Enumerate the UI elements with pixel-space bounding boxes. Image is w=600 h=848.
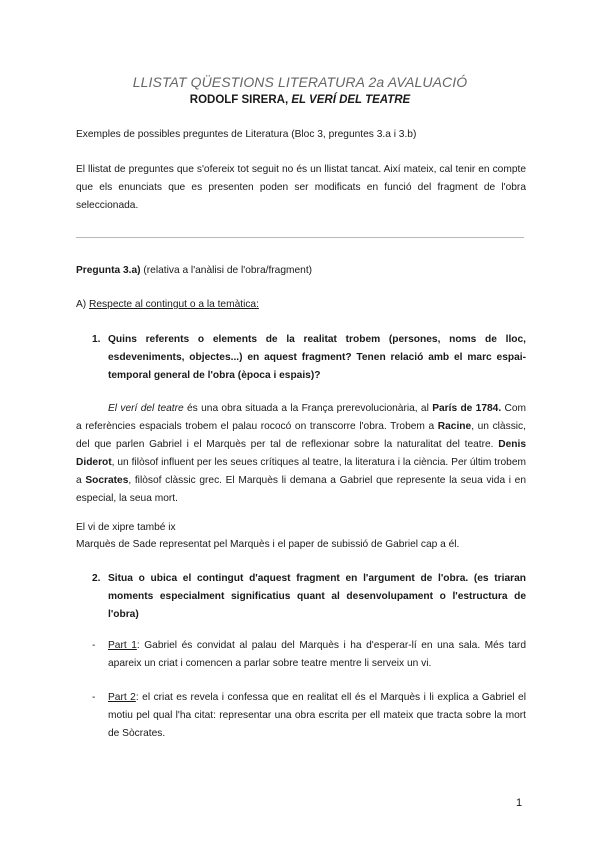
part-2-body: : el criat es revela i confessa que en realitat ell és el Marquès i li explica a Gabriel el motiu pel qual l'ha citat: representar una obra escrita per ell mateix que tracta sobre la mort de Sòcrates. xyxy=(108,692,526,739)
part-2-text xyxy=(108,689,526,743)
section-heading-rest: (relativa a l'anàlisi de l'obra/fragment) xyxy=(140,265,313,276)
part-2-label: Part 2 xyxy=(108,692,136,703)
intro-line: Exemples de possibles preguntes de Literatura (Bloc 3, preguntes 3.a i 3.b) xyxy=(76,129,417,140)
answer-text: , un clàssic, del que parlen Gabriel i el Marquès per tal de reflexionar sobre la naturalitat del teatre. xyxy=(76,421,526,450)
work-title: EL VERÍ DEL TEATRE xyxy=(291,94,411,106)
part-1-body: : Gabriel és convidat al palau del Marquès i ha d'esperar-lí en una sala. Més tard apareix un criat i comencen a parlar sobre teatre mentre li serveix un vi. xyxy=(108,640,526,669)
part-1-dash: - xyxy=(92,640,96,651)
question-2-text: Situa o ubica el contingut d'aquest fragment en l'argument de l'obra. (es triaran moments especialment significatius quant al desenvolupament o l'estructura de l'obra) xyxy=(108,573,526,620)
answer-text: , filòsof clàssic grec. El Marquès li demana a Gabriel que represente la seua vida i en especial, la seua mort. xyxy=(76,475,527,504)
answer-racine: Racine xyxy=(437,421,472,432)
answer-diderot: Denis Diderot xyxy=(76,439,526,468)
part-1-text xyxy=(108,637,526,673)
answer-text: és una obra situada a la França prerevolucionària, al xyxy=(183,403,433,414)
note-line-1: El vi de xipre també ix xyxy=(76,522,176,533)
part-1-label: Part 1 xyxy=(108,640,137,651)
intro-paragraph: El llistat de preguntes que s'ofereix tot seguit no és un llistat tancat. Així mateix, cal tenir en compte que els enunciats que es presenten poden ser modificats en funció del fragment de l'obra seleccionada. xyxy=(76,164,526,211)
question-1-number: 1. xyxy=(92,334,101,345)
subsection-label: Respecte al contingut o a la temàtica: xyxy=(89,299,259,310)
subsection-heading xyxy=(76,296,526,314)
note-line-2: Marquès de Sade representat pel Marquès i el paper de subissió de Gabriel cap a él. xyxy=(76,539,460,550)
section-heading-bold: Pregunta 3.a) xyxy=(76,265,141,276)
document-subtitle xyxy=(0,94,600,106)
question-1-text: Quins referents o elements de la realitat trobem (persones, noms de lloc, esdeveniments, objectes...) en aquest fragment? Tenen relació amb el marc espai-temporal general de l'obra (època i espais)? xyxy=(108,334,526,381)
answer-socrates: Socrates xyxy=(85,475,129,486)
answer-text: Com a referències espacials trobem el palau rococó on transcorre l'obra. Trobem a xyxy=(76,403,527,432)
answer-paris: París de 1784. xyxy=(432,403,502,414)
part-2-dash: - xyxy=(92,692,96,703)
answer-1-paragraph xyxy=(76,400,526,508)
answer-text: , un filòsof influent per les seues crítiques al teatre, la literatura i la ciència. Per últim trobem a xyxy=(76,457,526,486)
section-heading xyxy=(76,262,526,280)
document-title: LLISTAT QÜESTIONS LITERATURA 2a AVALUACIÓ xyxy=(132,74,468,90)
answer-work-title: El verí del teatre xyxy=(108,403,184,414)
subsection-prefix: A) xyxy=(76,299,90,310)
question-2-number: 2. xyxy=(92,573,101,584)
page-number: 1 xyxy=(516,797,523,809)
author-name: RODOLF SIRERA, xyxy=(189,94,289,106)
horizontal-divider xyxy=(76,237,524,238)
